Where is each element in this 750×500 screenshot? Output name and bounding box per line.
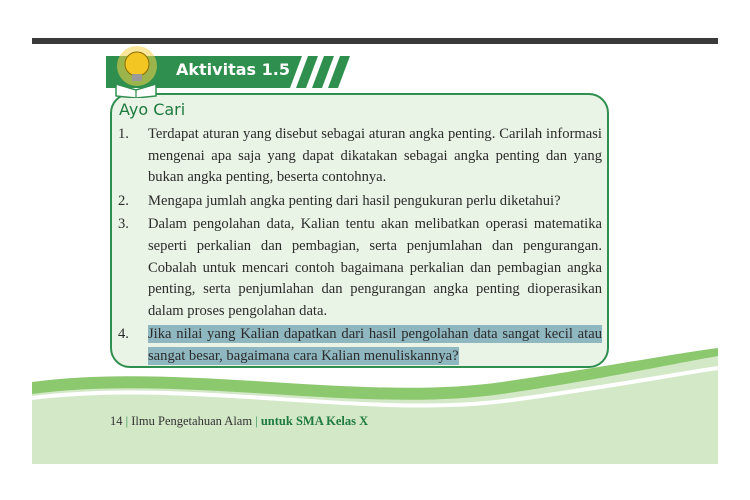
list-item <box>118 214 602 322</box>
item-number: 2. <box>118 192 129 209</box>
book-title: Ilmu Pengetahuan Alam <box>131 414 253 428</box>
page-footer <box>110 414 368 429</box>
list-item <box>118 191 602 213</box>
footer-separator: | <box>255 414 258 428</box>
question-list <box>118 124 602 370</box>
list-item <box>118 124 602 189</box>
book-audience: untuk SMA Kelas X <box>260 414 369 428</box>
item-text: Terdapat aturan yang disebut sebagai aturan angka penting. Carilah informasi mengenai apa saja yang dapat dikatakan sebagai angka penting dan yang bukan angka penting, beserta contohnya. <box>148 126 602 186</box>
activity-title: Aktivitas 1.5 <box>176 60 290 79</box>
footer-separator: | <box>125 414 129 428</box>
item-number: 4. <box>118 326 129 343</box>
page-number: 14 <box>110 414 123 428</box>
item-number: 1. <box>118 126 129 142</box>
lightbulb-book-icon <box>110 44 162 98</box>
section-subtitle: Ayo Cari <box>119 100 186 119</box>
item-text: Dalam pengolahan data, Kalian tentu akan melibatkan operasi matematika seperti perkalian dan pembagian, serta penjumlahan dan pengurangan. Cobalah untuk mencari contoh bagaimana perkalian dan pembagian angka penting, serta penjumlahan dan pengurangan angka penting dioperasikan dalam proses pengolahan data. <box>148 216 602 319</box>
highlighted-item-text[interactable]: Jika nilai yang Kalian dapatkan dari hasil pengolahan data sangat kecil atau sangat besar, bagaimana cara Kalian menuliskannya? <box>148 326 602 364</box>
item-text: Mengapa jumlah angka penting dari hasil pengukuran perlu diketahui? <box>148 192 561 209</box>
item-number: 3. <box>118 216 129 233</box>
list-item <box>118 324 602 367</box>
